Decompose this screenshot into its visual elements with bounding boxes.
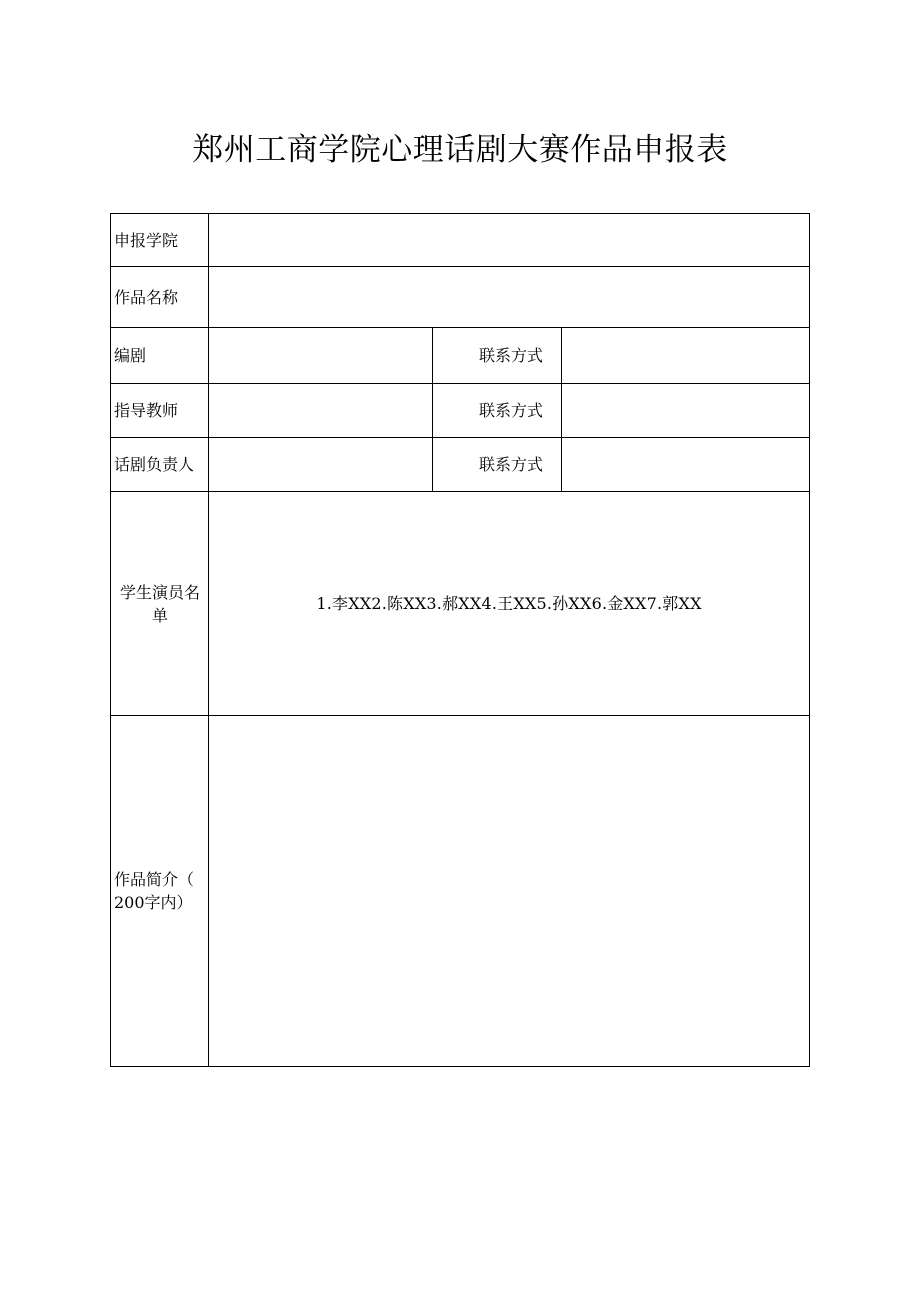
page-title: 郑州工商学院心理话剧大赛作品申报表	[192, 132, 728, 168]
application-form-table	[110, 213, 810, 1067]
playwright-contact-label: 联系方式	[433, 328, 562, 384]
playwright-field[interactable]	[209, 328, 433, 384]
advisor-label: 指导教师	[111, 384, 209, 438]
synopsis-label	[111, 716, 209, 1067]
leader-row	[111, 438, 810, 492]
playwright-row	[111, 328, 810, 384]
advisor-contact-field[interactable]	[562, 384, 810, 438]
leader-label: 话剧负责人	[111, 438, 209, 492]
work-name-field[interactable]	[209, 267, 810, 328]
synopsis-row	[111, 716, 810, 1067]
college-row	[111, 214, 810, 267]
leader-field[interactable]	[209, 438, 433, 492]
advisor-row	[111, 384, 810, 438]
playwright-label: 编剧	[111, 328, 209, 384]
playwright-contact-field[interactable]	[562, 328, 810, 384]
cast-list-field[interactable]: 1.李XX2.陈XX3.郝XX4.王XX5.孙XX6.金XX7.郭XX	[209, 492, 810, 716]
synopsis-label-line2: 200字内）	[114, 893, 193, 912]
college-label: 申报学院	[111, 214, 209, 267]
synopsis-field[interactable]	[209, 716, 810, 1067]
work-name-row	[111, 267, 810, 328]
college-field[interactable]	[209, 214, 810, 267]
advisor-field[interactable]	[209, 384, 433, 438]
cast-label-line1: 学生演员名	[119, 582, 200, 602]
advisor-contact-label: 联系方式	[433, 384, 562, 438]
leader-contact-label: 联系方式	[433, 438, 562, 492]
cast-row	[111, 492, 810, 716]
work-name-label: 作品名称	[111, 267, 209, 328]
cast-label-line2: 单	[151, 605, 168, 625]
synopsis-label-line1: 作品简介（	[114, 870, 195, 889]
leader-contact-field[interactable]	[562, 438, 810, 492]
cast-label	[111, 492, 209, 716]
